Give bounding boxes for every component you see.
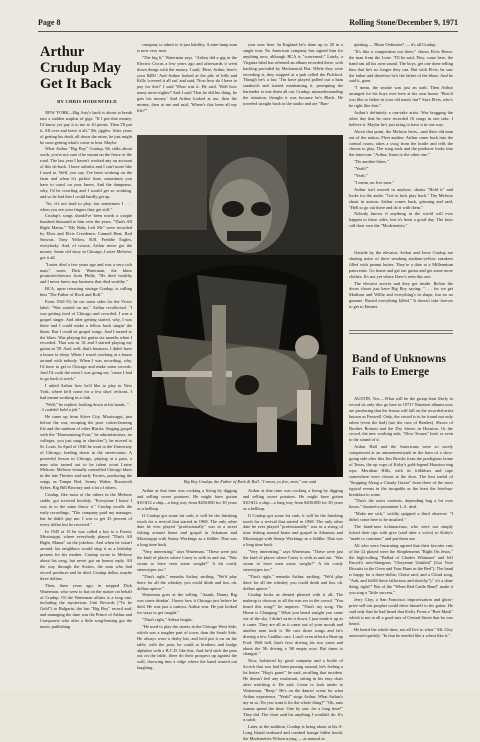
paragraph: AUSTIN, Tex.—What will be the group least likely to record its only disc go here in 1971? Nineteen albums now are producing that the lesson will fall on the recorded artist known as Fanwell. Only, the crowd is to be found not only talent (even the bad) (are the case of Beatles). Shows of Brother Bottom and the Dry Stereo in Houston. Or the crowd, the new working side, "Slow Texans" lead, or even to the sound of it. — [349, 396, 453, 443]
second-article-column — [349, 396, 453, 684]
paragraph: company to admit to it-just liability. A nine-lump sum is now very near. — [137, 42, 237, 53]
paragraph: "Do another blues." — [354, 159, 389, 165]
paragraph: NEW YORK—Big Arty's back is about to break into a sudden surplus of gigs. "If I put that money, I'd know yet pay it to me at 10 points. Then I'll put it. All over and leave it all," Mr. jiggles. After years of getting his dealt, all down the mine, he just might be soon getting what's come to him. Maybe. — [40, 110, 132, 145]
paragraph: "That's the outer contexts, depending bug a lot over hours," shouted a prominent L.A. deal. — [349, 498, 453, 510]
paragraph: Arthur isn't moved in anyhow, shouts "Hold it" and looks for the audio. "Get to luck play back." The Melrose shout in unison. Arthur comes back, grinning and said, "Hell to go out there and do it with them." — [349, 186, 453, 210]
paragraph: All who were frustrating agreed that their favorite cuts of the 12 played were the Simplements "Right On Jesus," the high-rolling "Ballad of Charles Whitman" and Jeff Knock's new-bluegrass "Cheyenne Untitled" (Got Your Biscuits in the Oven and Your Buns in the Bed"). The band is happy for a three-dollar, Christ said, and a Cloud song, "Aah, and fulfill these fallacious and sketchy")," it's a done thing, right?" But of the "When Red Cattle Band" made it you sing a "little success." — [349, 542, 453, 595]
paragraph: Arthur at that time was cooking a living by digging and selling sweet potatoes. He might have gotten $10-$12 a ship—a long way from $200,000 for 30 years as a bellhop. — [137, 488, 237, 511]
paragraph: "That's right," remarks Arthur, smiling. "We'd play there for all the whiskey you could drink and fun, oh, dollars apiece." — [243, 573, 343, 591]
article-column-2-bottom — [137, 488, 237, 684]
paragraph: "Lester died a few years ago and was a very rich man," notes Dick Waterman, the blues promoter/director from Philly. "He died wealthy and I never knew any business that died wealthy." — [40, 261, 132, 285]
paragraph: BCA, upon reissuing vintage Crudup, is calling him "The Father of Rock and Roll." — [40, 286, 132, 298]
photo-caption: Big Boy Crudup, the Father of Rock & Roll: "I mean, yo five, man," one said — [183, 479, 317, 484]
second-article-title: Band of Unknowns Fails to Emerge — [352, 353, 446, 378]
photo-arthur-crudup — [137, 135, 343, 477]
paragraph: "Yeah?" — [354, 166, 369, 172]
paragraph: Arthur's definitely a one-take artist. Was bragging the other day that he once recorded 16 songs in one take. I believe it. Maybe he's just tiring to have it in one way. — [349, 109, 453, 127]
paragraph: In 1945 at 15 he was called a key to a Forest, Mississippi, where everybody played "That's All Right, Mama" on the jukebox. And when he wasn't around, his neighbors would sing it as a birthday present for his mother. Crudup wrote to Melrose about his song, but never got an honest reply. All the way through the Sixties, the man who had record producer and he died, Crudup dollar, maybe three dollars. — [40, 528, 132, 581]
article-title: Arthur Crudup May Get It Back — [40, 44, 121, 92]
photo-image — [137, 135, 343, 477]
section-rule-2 — [349, 333, 453, 334]
paragraph: year now here. In England he's done up to 20 in a single tour. No American company has signed him for anything new, although RCA is "concerned." Lately, a Virginia label has released an album recorded there, with backing provided by Mechanical Flat. While they were recording it, they stopped at a pub called the Pickford. Though he's a bar. "I'm have played polled out a ham sandwich and started maintaining it, prompting the bartender to tear them all out. Crudup, misunderstanding the situation, thought it was because he's Black. He traveled straight back to the studio and are "Ban- — [243, 42, 343, 107]
paragraph: "The big 6," Waterman says. "Arthur did a gig in the Electric Circus a few years ago and afterwards it went down things with the money. I said, 'Here, Arthur, here's your $400.' And Arthur looked at the pile of bills and Kills 'covered it all out' and said, 'Now how do I have to pay for this?' I said 'What was it. He said, 'Well how many more nights?' And I said 'That he did his thing, he gets his money.' And Arthur looked at me, then the money, then at me and said, 'Where's this been all my life?'" — [137, 54, 237, 113]
paragraph: Then, three years ago, in stepped Dick Waterman, who went to bat on the matter on behalf of Crudup. Of the Waterman affairs is a long one, including the mysterious Unit Records ("To be Gold") to Bulgaria, the last "Big Boy" record and, and managing the time was the Prince of Arthur and Composers who after a little song-heating got the music publishing — [40, 582, 132, 630]
paragraph: "Very interesting," says Waterman. "These were just the kind of places where Carey is with in and out. "Was swam to have seen some weight?" A bit costly stereotypes too." — [243, 549, 343, 572]
paragraph: "That's right," Arthur laughs. — [142, 617, 193, 623]
paragraph: Now, bolstered by good company and a bottle of Scotch that was had been passing around, he's feeling a lot better. "Hop's gone!" he said, recalling that incident. He doesn't feel any exuberant, sitting in his easy chair after watching it. He said. Come to look under to Waterman, "Beep." He's on the dancin' scene for what Arthur experience. "Yeah!" sings Arthur. What Arthur's my in so. Do you want it for the whole thing?" "Oh, nuts wanna spend the time. One by one, for a long time!" They did. The choir said his anything I wouldn't do. It's a catch. — [243, 658, 343, 723]
paragraph: Crudup looks as dented pleased with it all. The makeup is obvious to all the win ers in the crowd. "You heard this song?" he inquires. "That's my song. The Home is Changing." What you heard tonight you came out of the sky. I didn't write it down, I just made it up as it came. They are all as it came out of your mouth and another man took it. He cuts those songs and he's driving a few Cadillac cars. I can't even afford a Beat-up Ford. Well hell, that's how driving his two years and about the 'Hi driving a '68 empty now. But times is changin'." — [243, 592, 343, 657]
paragraph: What Arthur "Big Boy" Crudup, 66, talks about work, you're not sure if he meant on the fence or the road. The last year I haven't worked any on account of this sit-back. I have arthritis and I can't more like I used to. Well, you say, I've been working on the farm and when it's pickin' time, sometimes you have to crawl on your knees. And the dampness, why, I'd be crawling and I would get so working, and so he had that I could hardly get up. — [40, 146, 132, 199]
paragraph: Outside by the elevator, Arthur and Jesse Crudup are sharing notes of three smoking stadium-yellow sneakers filled with peanut butter. They're a date at a Millennium pancreatic. Go home and get our guitar and get some more clothes. It's not yet where Dave's seen this one. — [349, 250, 453, 279]
paragraph: He came up from Silver City, Mississippi, just before the war, escaping the poor cotton-farming life and the sunburn of other Blacks. Singing gospel with the "Harmonizing Four," he administrators, no colleges, you just sang in churches"), he moved to St. Louis. In April of 1940 he went to the University of Chicago, leading down in the streetcorner. A powerful lesson in Chicago, playing at a pass, a man who turned out to be talent scout Lester Melrose. Melrose virtually controlled Chicago blues in the late Thirties and early Forties, producing the songs as Tampa Red, Sonny Waker, Roosevelt Sykes, Big Bill Broonzy and a lot of others. — [40, 414, 132, 491]
paragraph: About that point, the Melrose heirs—and their old man out of the nation. Fleet auditor. Arthur come back into the control room, takes a swig from the bottle and tells the chorus to play. The song ends and the producer looks into the intercom: "Arthur, listen to the other one:" — [349, 128, 453, 158]
paragraph: "I mean, on five men." — [354, 179, 394, 185]
paragraph: If Crudup got some fat cash, it will be the finishing touch for a revival that started in 1968. The only other date he ever played "professionally" was in a string of time fishing around home and gospel in Arkansas and Mississippi with Sonny Workings as a fiddler. That was a long time back. — [243, 512, 343, 548]
paragraph: "That's right," remarks Arthur, smiling. "We'd play there for all the whiskey you could drink and fun, oh, dollars apiece." — [137, 573, 237, 591]
paragraph: Crudup's songs should've been worth a couple hundred thousand to him over the years. "That's All Right Mama," "My Baby Left Me" were recorded by Elvis and Elvis Creedence, Canned Heat, Rod Stewart, Tony Yellow, B.B. Freddie Eagles, everybody. And, of course, Arthur never got the money. Same old story in Chicago, Lester Melrose, got it all. — [40, 213, 132, 260]
paragraph: "Yeah." — [354, 173, 368, 179]
paragraph: "Very interesting," says Waterman. "These were just the kind of places where Carey is with in and out. "Was swam to have seen some weight?" A bit costly stereotypes too." — [137, 549, 237, 572]
paragraph: "He used to play the streets in the Chicago West Side, which was a tougher part of town, than the South Side. He always wore a derby hat, and he'd put it on on the table, with the pear, he could at brothers and budge alphabet with a B.C.D. like this. And he'd stick the pear out on the table, there do their prospect up against the wall, throwing into a ridge where the band wasted out laughing. — [137, 623, 237, 671]
paragraph: Arthur at that time was cooking a living by digging and selling sweet potatoes. He might have gotten $10-$12 a ship—a long way from $200,000 for 30 years as a bellhop. — [243, 488, 343, 511]
article-column-1 — [40, 110, 132, 684]
paragraph: Waterman goes at the selling. "Aaaah, Danny Big was come drinkin'. I knew how it Chicago just before he died. He was just a cantoor, Arthur was. He just looked for ways to get caught." — [137, 592, 237, 616]
issue-date: Rolling Stone/December 9, 1971 — [349, 18, 458, 27]
page-header — [38, 18, 458, 30]
paragraph: "So, it's not hard to play, but sometimes I . . . when you see your fingers they get stiff." — [40, 200, 132, 212]
section-rule — [349, 330, 453, 331]
paragraph: "It's like a competition out there," shows Elvis Reese, the man from the Lone. "I'll be said, 'Boy, come here, the band ran all his own sound. The boys, get one done telling him that he's no longer they can. But with Elvis, he saw the father and therefore he's the father of the blues. And he said it, gone. — [349, 48, 453, 84]
paragraph: Nobody knows if anything in the world will ever happen to these sides, but it's been a good day. The boys call their own the "Modernettes." — [349, 211, 453, 229]
article-column-2-top — [137, 42, 237, 132]
paragraph: Later, at the audition, Crudup is being about at his A-Long Island seaboard and combed lounge fallen booth, the Modernettes Wilson trying — as natural as — [243, 724, 343, 742]
paragraph: I asked Arthur how he'd like to play in New York, where he'd come for a few days' reckons. I had meant working in a club. — [40, 382, 132, 400]
header-rule — [38, 31, 458, 32]
paragraph: quitting — Blues Ordinaire? — it's all Crudup. — [354, 42, 437, 47]
page-number: Page 8 — [38, 18, 61, 27]
paragraph: "Well," he replied, looking down at his hands, ". . . I couldn't hold a job." — [40, 401, 132, 413]
paragraph: "I mean, the smoke was just an oath. Then Arthur arranged for his boys over here at his own house. 'How'd you like to father in your old man's fun?' Says Elvis, who's he right like that." — [349, 85, 453, 109]
article-column-3-top — [243, 42, 343, 132]
byline: BY CHRIS HODENFIELD — [57, 99, 117, 104]
paragraph: The elevator arrives and they get inside. Before the doors closes just have Big Boy saying: ". . . for we get Madison and Willie and everything's in shape, but no no gumme. Buried everything killed." It doesn't take forever to get to Emmet. — [349, 280, 453, 310]
paragraph: He heard the whole time, not all live to what." Mr. Cloy answered quickly. "In that he needed like a wheat like it." — [349, 627, 453, 639]
paragraph: From 1941-53, he cut some sides for the Victor label. "Was started on me," Arthur recollected. "I was getting tired of Chicago and crowded. I was a gospel singer. And after getting started, why, I was there and I could make a fellow back singin' the blues. But I could sit gospel songs. And I turned to the blues. Was playing the guitar six months when I recorded. That was in '41 and I started playing my guitar in '39. And, well, that's business. I didn't have a house to sleep. When I wasn't working at a house around with nobody. When I was recording, why, I'd have to get to Chicago and make some records. And I'd cook the meat I was going eat, 'cause I had to go back to work." — [40, 299, 132, 381]
paragraph: If Crudup got some fat cash, it will be the finishing touch for a revival that started in 1968. The only other date he ever played "professionally" was in a street fishing around home and gospel in Arkansas and Mississippi with Sonny Workings as a fiddler. That was a long time back. — [137, 512, 237, 548]
article-column-4-continued — [349, 250, 453, 328]
paragraph: Jerry Cloy, a San Francisco improvisation and ghost-prize sell-out prophet could drive himself to his guitar. He said only that he had heard that Kirby Frons a "Best Mask" which is not at all a good mix of Central Street that ho was heard. — [349, 596, 453, 626]
paragraph: Crudup, like most of the others in the Melrose stable, got screwed horribly. "Everytime I knew I was in to the same throw it." Crudup recalls the early recordings. "The company paid my manager, but he didn't pay me. I was to get 35 percent of every dollar but he received." — [40, 492, 132, 527]
paragraph: The band-uses itchimacinza, who were not simply ticked their tips with give (said after a voice) to Kirby's "made to continue," and put them out. — [349, 524, 453, 541]
paragraph: Arthur Hall and the Americans were so sorely compressed at an amusement-park in the barn of a slow-going side after this Jim Brooks from the prodigious home of Texas, the up copy of Kirby's gold-legend Houston ring tops. Meridian Hills, with its folkblues and rape somewhere were closest at the door. The first earful of "Stopping Along a Cloudy Guitar" from three of the most typical events in the incapable as the feast the fried-up-breakfast to some. — [349, 444, 453, 497]
article-column-3-bottom — [243, 488, 343, 742]
paragraph: "Make me sick," swiftly quipped a third observer. "I didn't come here to be insulted." — [349, 511, 453, 523]
